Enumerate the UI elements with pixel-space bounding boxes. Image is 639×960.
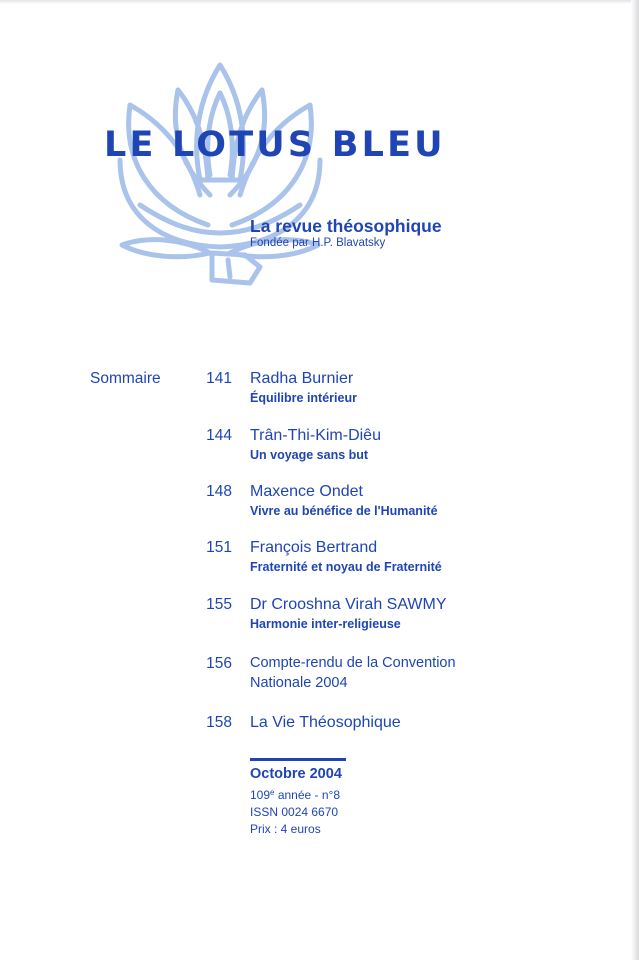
toc-article-title: Équilibre intérieur [250,391,357,405]
issue-number: année - n°8 [274,787,340,802]
toc-page-number: 155 [206,596,232,613]
toc-page-number: 158 [206,714,232,731]
page-top-edge [0,0,639,4]
toc-page-number: 151 [206,539,232,556]
toc-article-title: Harmonie inter-religieuse [250,617,401,631]
issue-issn: ISSN 0024 6670 [250,804,339,819]
toc-article-title: Un voyage sans but [250,448,369,462]
lotus-flower-icon [100,55,340,290]
toc-author: François Bertrand [250,539,378,556]
issue-year: 109 [250,787,271,802]
masthead-founder: Fondée par H.P. Blavatsky [250,237,386,249]
toc-author: Maxence Ondet [250,483,363,500]
toc-page-number: 148 [206,483,232,500]
toc-page-number: 141 [206,370,232,387]
issue-date: Octobre 2004 [250,766,342,782]
toc-page-number: 144 [206,427,232,444]
toc-author: Radha Burnier [250,370,354,387]
page-right-edge [631,0,639,960]
toc-author: Dr Crooshna Virah SAWMY [250,596,447,613]
masthead-subtitle: La revue théosophique [250,216,442,236]
issue-price: Prix : 4 euros [250,821,321,836]
toc-section-title: La Vie Théosophique [250,714,401,731]
toc-author: Trân-Thi-Kim-Diêu [250,427,381,444]
issue-year-suffix: e [270,787,275,797]
toc-article-title: Fraternité et noyau de Fraternité [250,560,442,574]
toc-section-title: Compte-rendu de la Convention Nationale 2004 [250,655,456,691]
toc-label: Sommaire [90,370,161,387]
toc-page-number: 156 [206,655,232,672]
issue-divider [250,758,346,761]
lotus-petals [120,65,320,283]
toc-article-title: Vivre au bénéfice de l'Humanité [250,504,438,518]
masthead-title: LE LOTUS BLEU [104,125,446,165]
issue-info [250,758,360,838]
issue-year-number [250,787,360,804]
